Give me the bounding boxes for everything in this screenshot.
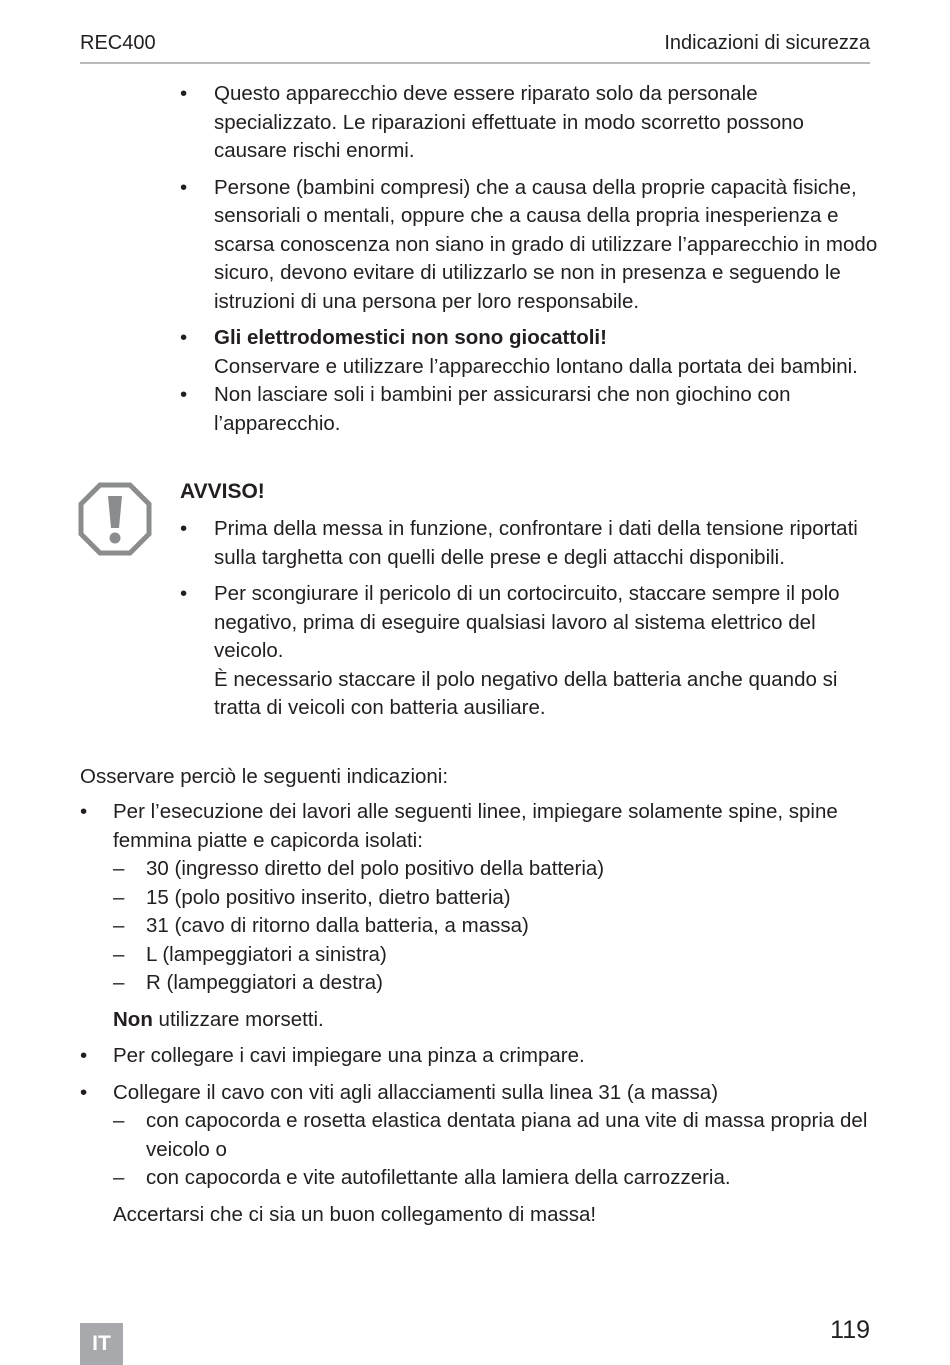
dash-icon: – (113, 885, 125, 909)
sub-list-item-text: con capocorda e vite autofilettante alla lamiera della carrozzeria. (146, 1166, 731, 1189)
note-bold-text: Non (113, 1007, 153, 1031)
list-item-text: Persone (bambini compresi) che a causa della proprie capacità fisiche, sensoriali o mentali, oppure che a causa della propria inesperienza e scarsa conoscenza non siano in grado di utilizzare l’apparecchio in modo sicuro, devono evitare di utilizzarlo se non in presenza e seguendo le istruzioni di una persona per loro responsabile. (214, 175, 878, 313)
warning-octagon-icon (78, 482, 152, 556)
list-item (180, 381, 880, 438)
bullet-icon: • (80, 1080, 88, 1104)
dash-icon: – (113, 857, 125, 880)
note-text: utilizzare morsetti. (152, 1007, 324, 1031)
list-item (80, 1079, 880, 1230)
list-item-note: Accertarsi che ci sia un buon collegamento di massa! (113, 1202, 597, 1226)
sub-list-item (113, 912, 880, 941)
list-item (180, 515, 880, 572)
sub-list-item-text: 15 (polo positivo inserito, dietro batteria) (146, 885, 511, 909)
line-list (113, 855, 880, 998)
sub-list-item (113, 1107, 880, 1164)
instructions-lead: Osservare perciò le seguenti indicazioni: (80, 765, 449, 788)
list-item (80, 798, 880, 1034)
list-item-text: Non lasciare soli i bambini per assicurarsi che non giochino con l’apparecchio. (214, 383, 791, 435)
warning-title: AVVISO! (180, 480, 265, 503)
sub-list-item-text: L (lampeggiatori a sinistra) (146, 942, 387, 966)
sub-list-item-text: R (lampeggiatori a destra) (146, 971, 383, 994)
list-item-text: Per collegare i cavi impiegare una pinza a crimpare. (113, 1044, 585, 1067)
sub-list-item (113, 941, 880, 970)
list-item (180, 324, 880, 381)
sub-list-item (113, 855, 880, 884)
page-number: 119 (830, 1316, 870, 1344)
list-item (180, 174, 880, 317)
bullet-icon: • (80, 800, 88, 823)
sub-list-item (113, 884, 880, 913)
sub-list-item-text: 31 (cavo di ritorno dalla batteria, a massa) (146, 914, 529, 937)
list-item-text: Conservare e utilizzare l’apparecchio lontano dalla portata dei bambini. (214, 354, 858, 378)
page-header (80, 30, 870, 64)
list-item-text: Collegare il cavo con viti agli allacciamenti sulla linea 31 (a massa) (113, 1080, 719, 1104)
bullet-icon: • (180, 383, 188, 406)
dash-icon: – (113, 1109, 125, 1132)
sub-list-item-text: con capocorda e rosetta elastica dentata piana ad una vite di massa propria del veicolo o (146, 1109, 868, 1161)
bullet-icon: • (180, 82, 188, 105)
list-item-text: Per scongiurare il pericolo di un cortocircuito, staccare sempre il polo negativo, prima di eseguire qualsiasi lavoro al sistema elettrico del veicolo. (214, 582, 840, 662)
sub-list-item (113, 969, 880, 998)
sub-list-item-text: 30 (ingresso diretto del polo positivo della batteria) (146, 857, 605, 880)
bullet-icon: • (180, 326, 188, 349)
list-item-note (113, 1006, 880, 1035)
dash-icon: – (113, 914, 125, 937)
list-item (80, 1042, 880, 1071)
bullet-icon: • (180, 582, 188, 605)
list-item-text: Questo apparecchio deve essere riparato solo da personale specializzato. Le riparazioni effettuate in modo scorretto possono causare rischi enormi. (214, 82, 804, 162)
list-item-bold-text: Gli elettrodomestici non sono giocattoli! (214, 326, 607, 349)
list-item (180, 80, 880, 166)
warning-bullet-list (180, 515, 880, 723)
bullet-icon: • (180, 517, 188, 540)
dash-icon: – (113, 1166, 125, 1189)
dash-icon: – (113, 971, 125, 994)
ground-connection-list (113, 1107, 880, 1193)
header-model: REC400 (80, 32, 156, 54)
list-item-text: Prima della messa in funzione, confrontare i dati della tensione riportati sulla targhetta con quelli delle prese e degli attacchi disponibili. (214, 517, 858, 569)
list-item-extra-text: È necessario staccare il polo negativo della batteria anche quando si tratta di veicoli con batteria ausiliare. (214, 667, 838, 719)
language-badge: IT (80, 1323, 123, 1365)
list-item-text: Per l’esecuzione dei lavori alle seguenti linee, impiegare solamente spine, spine femmina piatte e capicorda isolati: (113, 800, 838, 852)
sub-list-item (113, 1164, 880, 1193)
bullet-icon: • (180, 175, 188, 199)
safety-bullet-list (180, 80, 880, 438)
bullet-icon: • (80, 1044, 88, 1067)
dash-icon: – (113, 942, 125, 966)
list-item (180, 580, 880, 723)
header-section-title: Indicazioni di sicurezza (664, 32, 870, 54)
instructions-bullet-list (80, 798, 880, 1229)
